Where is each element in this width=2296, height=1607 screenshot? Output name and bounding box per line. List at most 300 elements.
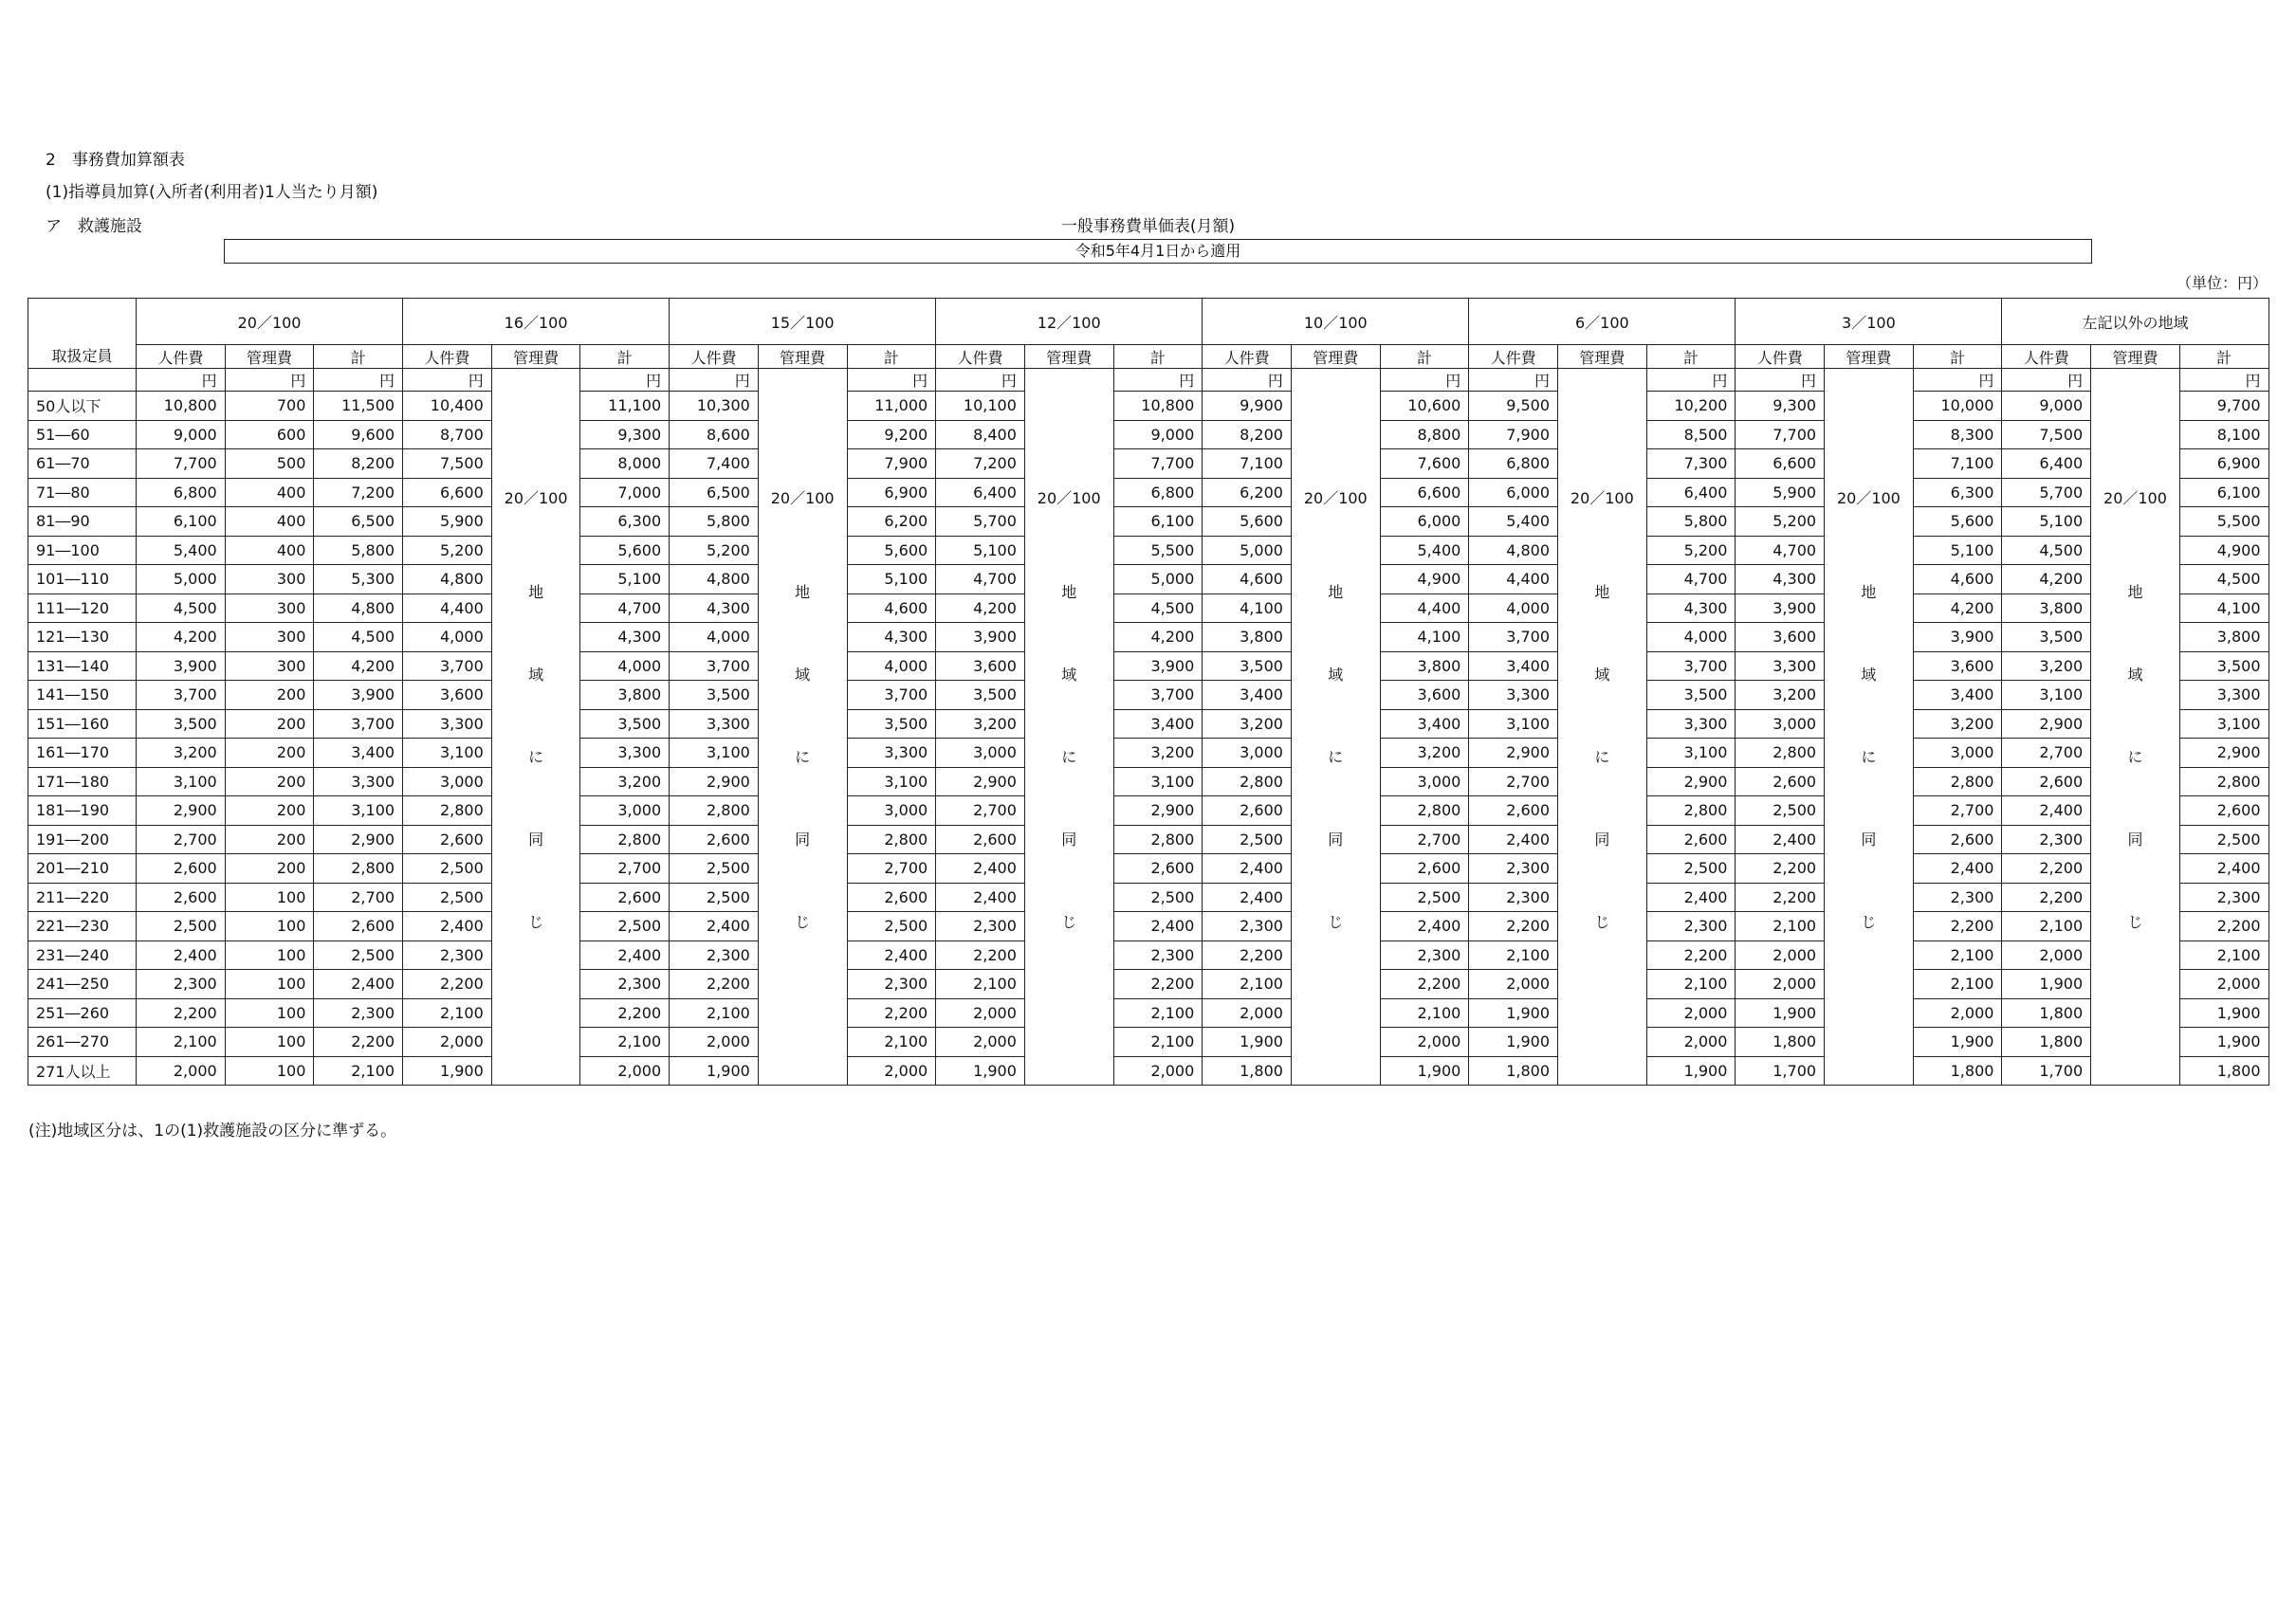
- total-cost-cell: 2,200: [1113, 970, 1203, 999]
- personnel-cost-cell: 2,600: [936, 825, 1025, 854]
- total-cost-cell: 4,000: [1646, 623, 1736, 652]
- table-row: [28, 536, 2269, 565]
- personnel-cost-cell: 2,200: [1736, 883, 1825, 912]
- personnel-cost-cell: 1,900: [1469, 998, 1558, 1028]
- total-cost-cell: 10,200: [1646, 392, 1736, 421]
- personnel-cost-cell: 5,400: [137, 536, 226, 565]
- total-cost-cell: 2,300: [314, 998, 403, 1028]
- total-cost-cell: 2,800: [1646, 796, 1736, 826]
- total-cost-cell: 1,900: [2179, 998, 2268, 1028]
- total-cost-cell: 2,600: [1646, 825, 1736, 854]
- personnel-cost-cell: 2,200: [670, 970, 759, 999]
- management-note-char: 地: [1328, 583, 1344, 601]
- table-row: [28, 709, 2269, 739]
- group-header: 16／100: [403, 299, 670, 345]
- management-note-char: 域: [1328, 666, 1344, 684]
- personnel-cost-cell: 4,800: [1469, 536, 1558, 565]
- total-cost-cell: 11,100: [580, 392, 670, 421]
- personnel-cost-cell: 1,800: [2002, 998, 2091, 1028]
- total-cost-cell: 2,200: [580, 998, 670, 1028]
- total-cost-cell: 5,100: [1913, 536, 2002, 565]
- management-note-char: 域: [1061, 666, 1077, 684]
- table-row: [28, 998, 2269, 1028]
- management-cost-cell: 100: [225, 912, 314, 941]
- personnel-cost-cell: 2,000: [1469, 970, 1558, 999]
- personnel-cost-cell: 4,200: [137, 623, 226, 652]
- total-cost-cell: 4,100: [2179, 593, 2268, 623]
- table-row: [28, 449, 2269, 479]
- personnel-cost-cell: 7,500: [2002, 420, 2091, 449]
- personnel-cost-cell: 4,800: [403, 565, 492, 594]
- personnel-cost-cell: 4,300: [1736, 565, 1825, 594]
- personnel-cost-cell: 5,700: [2002, 478, 2091, 507]
- total-cost-cell: 4,200: [314, 651, 403, 681]
- personnel-cost-cell: 2,100: [1736, 912, 1825, 941]
- personnel-cost-cell: 1,800: [1203, 1056, 1292, 1086]
- personnel-cost-cell: 3,600: [1736, 623, 1825, 652]
- table-row: [28, 739, 2269, 768]
- management-note-char: 域: [1594, 666, 1610, 684]
- capacity-label: 81―90: [28, 507, 137, 537]
- total-cost-cell: 6,900: [847, 478, 936, 507]
- personnel-cost-cell: 6,800: [137, 478, 226, 507]
- capacity-label: 51―60: [28, 420, 137, 449]
- total-cost-cell: 5,300: [314, 565, 403, 594]
- total-cost-cell: 3,500: [1646, 681, 1736, 710]
- personnel-cost-cell: 2,100: [2002, 912, 2091, 941]
- total-cost-cell: 4,500: [2179, 565, 2268, 594]
- total-cost-cell: 3,000: [580, 796, 670, 826]
- total-cost-cell: 2,600: [314, 912, 403, 941]
- personnel-cost-cell: 2,100: [670, 998, 759, 1028]
- management-note-char: 同: [1061, 831, 1077, 849]
- total-cost-cell: 2,700: [580, 854, 670, 884]
- total-cost-cell: 2,500: [2179, 825, 2268, 854]
- total-cost-cell: 2,100: [1113, 1028, 1203, 1057]
- total-cost-cell: 2,000: [580, 1056, 670, 1086]
- column-header: 計: [1380, 345, 1469, 369]
- table-row: [28, 883, 2269, 912]
- yen-unit-cell: 円: [1646, 369, 1736, 392]
- total-cost-cell: 9,000: [1113, 420, 1203, 449]
- management-rate: 20／100: [1570, 489, 1634, 507]
- total-cost-cell: 3,400: [1913, 681, 2002, 710]
- total-cost-cell: 2,600: [580, 883, 670, 912]
- total-cost-cell: 2,000: [1380, 1028, 1469, 1057]
- management-cost-cell: 200: [225, 739, 314, 768]
- personnel-cost-cell: 2,400: [403, 912, 492, 941]
- management-note-char: 地: [528, 583, 544, 601]
- total-cost-cell: 3,200: [1913, 709, 2002, 739]
- management-note-char: に: [2127, 748, 2143, 766]
- management-note-char: に: [1328, 748, 1344, 766]
- personnel-cost-cell: 2,700: [1469, 767, 1558, 796]
- total-cost-cell: 3,500: [580, 709, 670, 739]
- personnel-cost-cell: 3,600: [936, 651, 1025, 681]
- total-cost-cell: 3,700: [1646, 651, 1736, 681]
- total-cost-cell: 2,400: [1646, 883, 1736, 912]
- personnel-cost-cell: 3,900: [936, 623, 1025, 652]
- personnel-cost-cell: 3,900: [1736, 593, 1825, 623]
- personnel-cost-cell: 2,200: [1469, 912, 1558, 941]
- total-cost-cell: 2,100: [1913, 970, 2002, 999]
- personnel-cost-cell: 3,500: [936, 681, 1025, 710]
- management-note-char: じ: [795, 913, 811, 931]
- total-cost-cell: 4,400: [1380, 593, 1469, 623]
- capacity-label: 231―240: [28, 940, 137, 970]
- personnel-cost-cell: 2,900: [670, 767, 759, 796]
- total-cost-cell: 4,900: [2179, 536, 2268, 565]
- yen-unit-cell: 円: [137, 369, 226, 392]
- total-cost-cell: 2,600: [1113, 854, 1203, 884]
- personnel-cost-cell: 3,500: [137, 709, 226, 739]
- personnel-cost-cell: 1,800: [1469, 1056, 1558, 1086]
- personnel-cost-cell: 2,100: [403, 998, 492, 1028]
- total-cost-cell: 2,100: [314, 1056, 403, 1086]
- personnel-cost-cell: 7,700: [137, 449, 226, 479]
- capacity-label: 271人以上: [28, 1056, 137, 1086]
- management-cost-cell: 300: [225, 593, 314, 623]
- personnel-cost-cell: 5,900: [403, 507, 492, 537]
- total-cost-cell: 5,800: [1646, 507, 1736, 537]
- total-cost-cell: 3,200: [1380, 739, 1469, 768]
- total-cost-cell: 6,000: [1380, 507, 1469, 537]
- yen-unit-cell: 円: [1203, 369, 1292, 392]
- management-cost-cell: 200: [225, 796, 314, 826]
- total-cost-cell: 2,000: [1913, 998, 2002, 1028]
- management-fee-merged-cell: [1291, 369, 1380, 1086]
- management-cost-cell: 400: [225, 507, 314, 537]
- table-row: [28, 854, 2269, 884]
- total-cost-cell: 4,300: [847, 623, 936, 652]
- total-cost-cell: 2,400: [1380, 912, 1469, 941]
- capacity-label: 50人以下: [28, 392, 137, 421]
- total-cost-cell: 5,400: [1380, 536, 1469, 565]
- management-note-char: に: [1594, 748, 1610, 766]
- column-header: 管理費: [1558, 345, 1647, 369]
- total-cost-cell: 3,100: [2179, 709, 2268, 739]
- personnel-cost-cell: 8,200: [1203, 420, 1292, 449]
- personnel-cost-cell: 2,300: [670, 940, 759, 970]
- personnel-cost-cell: 1,900: [936, 1056, 1025, 1086]
- management-note-char: に: [1861, 748, 1877, 766]
- management-fee-merged-cell: [2091, 369, 2180, 1086]
- yen-unit-cell: 円: [670, 369, 759, 392]
- management-fee-merged-cell: [758, 369, 847, 1086]
- personnel-cost-cell: 2,500: [670, 883, 759, 912]
- total-cost-cell: 2,400: [1113, 912, 1203, 941]
- total-cost-cell: 2,900: [1113, 796, 1203, 826]
- yen-unit-cell: 円: [2179, 369, 2268, 392]
- personnel-cost-cell: 1,900: [403, 1056, 492, 1086]
- personnel-cost-cell: 3,000: [1203, 739, 1292, 768]
- management-cost-cell: 300: [225, 623, 314, 652]
- yen-unit-cell: 円: [580, 369, 670, 392]
- management-cost-cell: 400: [225, 478, 314, 507]
- total-cost-cell: 2,600: [2179, 796, 2268, 826]
- personnel-cost-cell: 6,500: [670, 478, 759, 507]
- personnel-cost-cell: 2,100: [936, 970, 1025, 999]
- personnel-cost-cell: 4,200: [2002, 565, 2091, 594]
- personnel-cost-cell: 3,100: [2002, 681, 2091, 710]
- personnel-cost-cell: 3,200: [1203, 709, 1292, 739]
- management-cost-cell: 300: [225, 565, 314, 594]
- personnel-cost-cell: 6,600: [1736, 449, 1825, 479]
- total-cost-cell: 2,500: [1646, 854, 1736, 884]
- total-cost-cell: 3,700: [1113, 681, 1203, 710]
- column-header: 管理費: [491, 345, 580, 369]
- management-note-char: じ: [1594, 913, 1610, 931]
- personnel-cost-cell: 2,000: [2002, 940, 2091, 970]
- personnel-cost-cell: 2,600: [1736, 767, 1825, 796]
- personnel-cost-cell: 5,200: [403, 536, 492, 565]
- personnel-cost-cell: 2,200: [1736, 854, 1825, 884]
- total-cost-cell: 6,500: [314, 507, 403, 537]
- management-note-char: じ: [1861, 913, 1877, 931]
- total-cost-cell: 3,200: [1113, 739, 1203, 768]
- total-cost-cell: 3,400: [1113, 709, 1203, 739]
- personnel-cost-cell: 10,800: [137, 392, 226, 421]
- total-cost-cell: 2,500: [580, 912, 670, 941]
- capacity-label: 221―230: [28, 912, 137, 941]
- total-cost-cell: 3,600: [1913, 651, 2002, 681]
- management-rate: 20／100: [2103, 489, 2167, 507]
- column-header: 人件費: [403, 345, 492, 369]
- total-cost-cell: 4,300: [580, 623, 670, 652]
- total-cost-cell: 5,600: [580, 536, 670, 565]
- personnel-cost-cell: 6,800: [1469, 449, 1558, 479]
- total-cost-cell: 5,100: [580, 565, 670, 594]
- management-cost-cell: 700: [225, 392, 314, 421]
- column-header: 計: [2179, 345, 2268, 369]
- total-cost-cell: 3,000: [847, 796, 936, 826]
- personnel-cost-cell: 2,000: [1736, 940, 1825, 970]
- personnel-cost-cell: 2,400: [1736, 825, 1825, 854]
- total-cost-cell: 5,500: [2179, 507, 2268, 537]
- capacity-label: 251―260: [28, 998, 137, 1028]
- column-header: 管理費: [1825, 345, 1914, 369]
- personnel-cost-cell: 2,800: [1736, 739, 1825, 768]
- personnel-cost-cell: 2,100: [137, 1028, 226, 1057]
- personnel-cost-cell: 2,000: [137, 1056, 226, 1086]
- yen-unit-cell: 円: [225, 369, 314, 392]
- management-cost-cell: 200: [225, 709, 314, 739]
- total-cost-cell: 2,100: [1113, 998, 1203, 1028]
- management-cost-cell: 200: [225, 767, 314, 796]
- total-cost-cell: 2,700: [1913, 796, 2002, 826]
- management-note-char: 域: [2127, 666, 2143, 684]
- total-cost-cell: 2,000: [847, 1056, 936, 1086]
- total-cost-cell: 2,300: [580, 970, 670, 999]
- column-header: 人件費: [1736, 345, 1825, 369]
- personnel-cost-cell: 3,100: [403, 739, 492, 768]
- capacity-label: 181―190: [28, 796, 137, 826]
- management-note-char: 同: [1594, 831, 1610, 849]
- management-note-char: 地: [1061, 583, 1077, 601]
- personnel-cost-cell: 7,400: [670, 449, 759, 479]
- personnel-cost-cell: 4,000: [1469, 593, 1558, 623]
- personnel-cost-cell: 2,700: [2002, 739, 2091, 768]
- column-header: 管理費: [1291, 345, 1380, 369]
- total-cost-cell: 7,300: [1646, 449, 1736, 479]
- personnel-cost-cell: 4,700: [1736, 536, 1825, 565]
- total-cost-cell: 2,300: [1646, 912, 1736, 941]
- total-cost-cell: 7,100: [1913, 449, 2002, 479]
- total-cost-cell: 6,100: [1113, 507, 1203, 537]
- personnel-cost-cell: 2,200: [1203, 940, 1292, 970]
- column-header: 計: [1913, 345, 2002, 369]
- personnel-cost-cell: 2,500: [403, 854, 492, 884]
- total-cost-cell: 4,200: [1913, 593, 2002, 623]
- management-rate: 20／100: [770, 489, 835, 507]
- personnel-cost-cell: 10,400: [403, 392, 492, 421]
- management-note-char: 同: [528, 831, 544, 849]
- capacity-label: 121―130: [28, 623, 137, 652]
- total-cost-cell: 2,900: [1646, 767, 1736, 796]
- personnel-cost-cell: 2,600: [670, 825, 759, 854]
- total-cost-cell: 6,300: [580, 507, 670, 537]
- management-note-char: 域: [1861, 666, 1877, 684]
- total-cost-cell: 8,300: [1913, 420, 2002, 449]
- unit-label: （単位：円）: [2176, 274, 2268, 292]
- management-note-char: 域: [795, 666, 811, 684]
- personnel-cost-cell: 2,600: [1203, 796, 1292, 826]
- total-cost-cell: 4,900: [1380, 565, 1469, 594]
- personnel-cost-cell: 2,800: [1203, 767, 1292, 796]
- total-cost-cell: 6,100: [2179, 478, 2268, 507]
- personnel-cost-cell: 4,500: [137, 593, 226, 623]
- total-cost-cell: 3,100: [314, 796, 403, 826]
- personnel-cost-cell: 6,200: [1203, 478, 1292, 507]
- group-header-row: [28, 299, 2269, 345]
- total-cost-cell: 4,500: [314, 623, 403, 652]
- personnel-cost-cell: 4,700: [936, 565, 1025, 594]
- table-row: [28, 507, 2269, 537]
- personnel-cost-cell: 5,100: [2002, 507, 2091, 537]
- personnel-cost-cell: 2,400: [1203, 854, 1292, 884]
- management-cost-cell: 100: [225, 940, 314, 970]
- total-cost-cell: 1,900: [1913, 1028, 2002, 1057]
- total-cost-cell: 7,700: [1113, 449, 1203, 479]
- yen-unit-cell: 円: [1469, 369, 1558, 392]
- personnel-cost-cell: 1,900: [1469, 1028, 1558, 1057]
- section-heading: 2 事務費加算額表: [46, 151, 185, 170]
- total-cost-cell: 2,600: [1380, 854, 1469, 884]
- total-cost-cell: 10,000: [1913, 392, 2002, 421]
- total-cost-cell: 3,700: [847, 681, 936, 710]
- total-cost-cell: 2,800: [580, 825, 670, 854]
- total-cost-cell: 3,500: [2179, 651, 2268, 681]
- total-cost-cell: 2,400: [580, 940, 670, 970]
- personnel-cost-cell: 5,000: [137, 565, 226, 594]
- personnel-cost-cell: 1,900: [1736, 998, 1825, 1028]
- personnel-cost-cell: 2,300: [1203, 912, 1292, 941]
- total-cost-cell: 1,900: [2179, 1028, 2268, 1057]
- total-cost-cell: 2,000: [1646, 1028, 1736, 1057]
- personnel-cost-cell: 3,800: [2002, 593, 2091, 623]
- personnel-cost-cell: 6,000: [1469, 478, 1558, 507]
- personnel-cost-cell: 2,400: [137, 940, 226, 970]
- personnel-cost-cell: 3,700: [403, 651, 492, 681]
- column-header: 管理費: [758, 345, 847, 369]
- total-cost-cell: 3,000: [1380, 767, 1469, 796]
- column-header: 人件費: [2002, 345, 2091, 369]
- total-cost-cell: 6,900: [2179, 449, 2268, 479]
- yen-unit-cell: 円: [847, 369, 936, 392]
- total-cost-cell: 1,800: [2179, 1056, 2268, 1086]
- total-cost-cell: 1,900: [1380, 1056, 1469, 1086]
- personnel-cost-cell: 3,200: [936, 709, 1025, 739]
- personnel-cost-cell: 3,100: [670, 739, 759, 768]
- table-row: [28, 767, 2269, 796]
- personnel-cost-cell: 8,400: [936, 420, 1025, 449]
- personnel-cost-cell: 2,700: [936, 796, 1025, 826]
- management-note-char: 地: [1594, 583, 1610, 601]
- personnel-cost-cell: 2,900: [137, 796, 226, 826]
- total-cost-cell: 6,400: [1646, 478, 1736, 507]
- total-cost-cell: 2,800: [1113, 825, 1203, 854]
- personnel-cost-cell: 5,400: [1469, 507, 1558, 537]
- table-row: [28, 623, 2269, 652]
- total-cost-cell: 2,100: [1380, 998, 1469, 1028]
- group-header: 10／100: [1203, 299, 1469, 345]
- total-cost-cell: 8,800: [1380, 420, 1469, 449]
- column-header: 計: [1113, 345, 1203, 369]
- column-header: 計: [847, 345, 936, 369]
- personnel-cost-cell: 2,000: [1736, 970, 1825, 999]
- column-header: 計: [314, 345, 403, 369]
- total-cost-cell: 2,600: [847, 883, 936, 912]
- capacity-label: 201―210: [28, 854, 137, 884]
- personnel-cost-cell: 4,800: [670, 565, 759, 594]
- management-note-char: に: [795, 748, 811, 766]
- personnel-cost-cell: 3,300: [670, 709, 759, 739]
- personnel-cost-cell: 7,700: [1736, 420, 1825, 449]
- personnel-cost-cell: 2,600: [2002, 767, 2091, 796]
- total-cost-cell: 2,000: [1646, 998, 1736, 1028]
- total-cost-cell: 2,900: [314, 825, 403, 854]
- personnel-cost-cell: 1,900: [2002, 970, 2091, 999]
- total-cost-cell: 4,800: [314, 593, 403, 623]
- total-cost-cell: 2,200: [847, 998, 936, 1028]
- total-cost-cell: 3,400: [1380, 709, 1469, 739]
- total-cost-cell: 6,200: [847, 507, 936, 537]
- total-cost-cell: 9,600: [314, 420, 403, 449]
- personnel-cost-cell: 2,600: [403, 825, 492, 854]
- personnel-cost-cell: 2,800: [670, 796, 759, 826]
- personnel-cost-cell: 3,600: [403, 681, 492, 710]
- personnel-cost-cell: 5,700: [936, 507, 1025, 537]
- total-cost-cell: 2,300: [1913, 883, 2002, 912]
- total-cost-cell: 3,900: [1913, 623, 2002, 652]
- personnel-cost-cell: 3,700: [670, 651, 759, 681]
- table-row: [28, 478, 2269, 507]
- personnel-cost-cell: 1,800: [2002, 1028, 2091, 1057]
- personnel-cost-cell: 5,200: [670, 536, 759, 565]
- personnel-cost-cell: 3,300: [403, 709, 492, 739]
- total-cost-cell: 10,600: [1380, 392, 1469, 421]
- personnel-cost-cell: 2,800: [403, 796, 492, 826]
- total-cost-cell: 2,700: [847, 854, 936, 884]
- total-cost-cell: 2,100: [2179, 940, 2268, 970]
- capacity-label: 211―220: [28, 883, 137, 912]
- management-fee-merged-cell: [1825, 369, 1914, 1086]
- management-fee-merged-cell: [491, 369, 580, 1086]
- total-cost-cell: 4,000: [580, 651, 670, 681]
- total-cost-cell: 7,600: [1380, 449, 1469, 479]
- personnel-cost-cell: 5,600: [1203, 507, 1292, 537]
- personnel-cost-cell: 3,900: [137, 651, 226, 681]
